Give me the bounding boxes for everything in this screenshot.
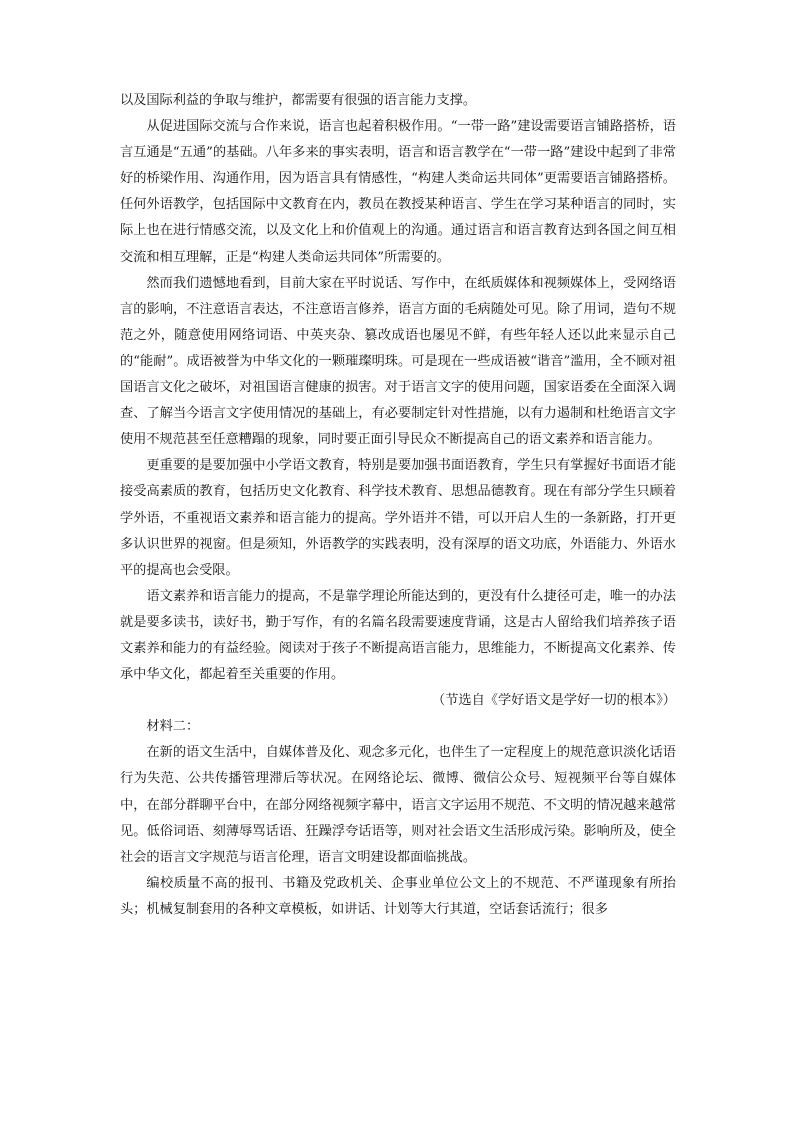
paragraph-new-language-life: 在新的语文生活中，自媒体普及化、观念多元化，也伴生了一定程度上的规范意识淡化话语行为失范、公共传播管理滞后等状况。在网络论坛、微博、微信公众号、短视频平台等自媒体中，在部分群聊平台中，在部分网络视频字幕中，语言文字运用不规范、不文明的情况越来越常见。低俗词语、刻薄辱骂话语、狂躁浮夸话语等，则对社会语文生活形成污染。影响所及，使全社会的语言文字规范与语言伦理，语言文明建设都面临挑战。 [120, 745, 676, 865]
material-two-heading: 材料二： [146, 719, 200, 735]
paragraph-editing-quality: 编校质量不高的报刊、书籍及党政机关、企事业单位公文上的不规范、不严谨现象有所抬头；机械复制套用的各种文章模板，如讲话、计划等大行其道，空话套话流行；很多 [120, 875, 676, 917]
paragraph-reading-writing: 语文素养和语言能力的提高，不是靠学理论所能达到的，更没有什么捷径可走，唯一的办法就是要多读书，读好书，勤于写作，有的名篇名段需要速度背诵，这是古人留给我们培养孩子语文素养和能力的有益经验。阅读对于孩子不断提高语言能力，思维能力，不断提高文化素养、传承中华文化，都起着至关重要的作用。 [120, 588, 676, 683]
paragraph-continuation: 以及国际利益的争取与维护，都需要有很强的语言能力支撑。 [120, 93, 477, 108]
paragraph-international-exchange: 从促进国际交流与合作来说，语言也起着积极作用。“一带一路”建设需要语言铺路搭桥，语言互通是“五通”的基础。八年多来的事实表明，语言和语言教学在“一带一路”建设中起到了非常好的桥梁作用、沟通作用，因为语言具有情感性，“构建人类命运共同体”更需要语言铺路搭桥。任何外语教学，包括国际中文教育在内，教员在教授某种语言、学生在学习某种语言的同时，实际上也在进行情感交流，以及文化上和价值观上的沟通。通过语言和语言教育达到各国之间互相交流和相互理解，正是“构建人类命运共同体”所需要的。 [120, 119, 676, 265]
paragraph-chinese-education: 更重要的是要加强中小学语文教育，特别是要加强书面语教育，学生只有掌握好书面语才能接受高素质的教育，包括历史文化教育、科学技术教育、思想品德教育。现在有部分学生只顾着学外语，不重视语文素养和语言能力的提高。学外语并不错，可以开启人生的一条新路，打开更多认识世界的视窗。但是须知，外语教学的实践表明，没有深厚的语文功底，外语能力、外语水平的提高也会受限。 [120, 458, 676, 578]
paragraph-network-language: 然而我们遗憾地看到，目前大家在平时说话、写作中，在纸质媒体和视频媒体上，受网络语言的影响，不注意语言表达，不注意语言修养，语言方面的毛病随处可见。除了用词，造句不规范之外，随意使用网络词语、中英夹杂、篡改成语也屡见不鲜，有些年轻人还以此来显示自己的“能耐”。成语被誉为中华文化的一颗璀璨明珠。可是现在一些成语被“谐音”滥用，全不顾对祖国语言文化之破坏，对祖国语言健康的损害。对于语言文字的使用问题，国家语委在全面深入调查、了解当今语言文字使用情况的基础上，有必要制定针对性措施，以有力遏制和杜绝语言文字使用不规范甚至任意糟蹋的现象，同时要正面引导民众不断提高自己的语文素养和语言能力。 [120, 275, 676, 448]
source-citation: （节选自《学好语文是学好一切的根本》） [432, 693, 676, 709]
document-page [120, 88, 676, 923]
